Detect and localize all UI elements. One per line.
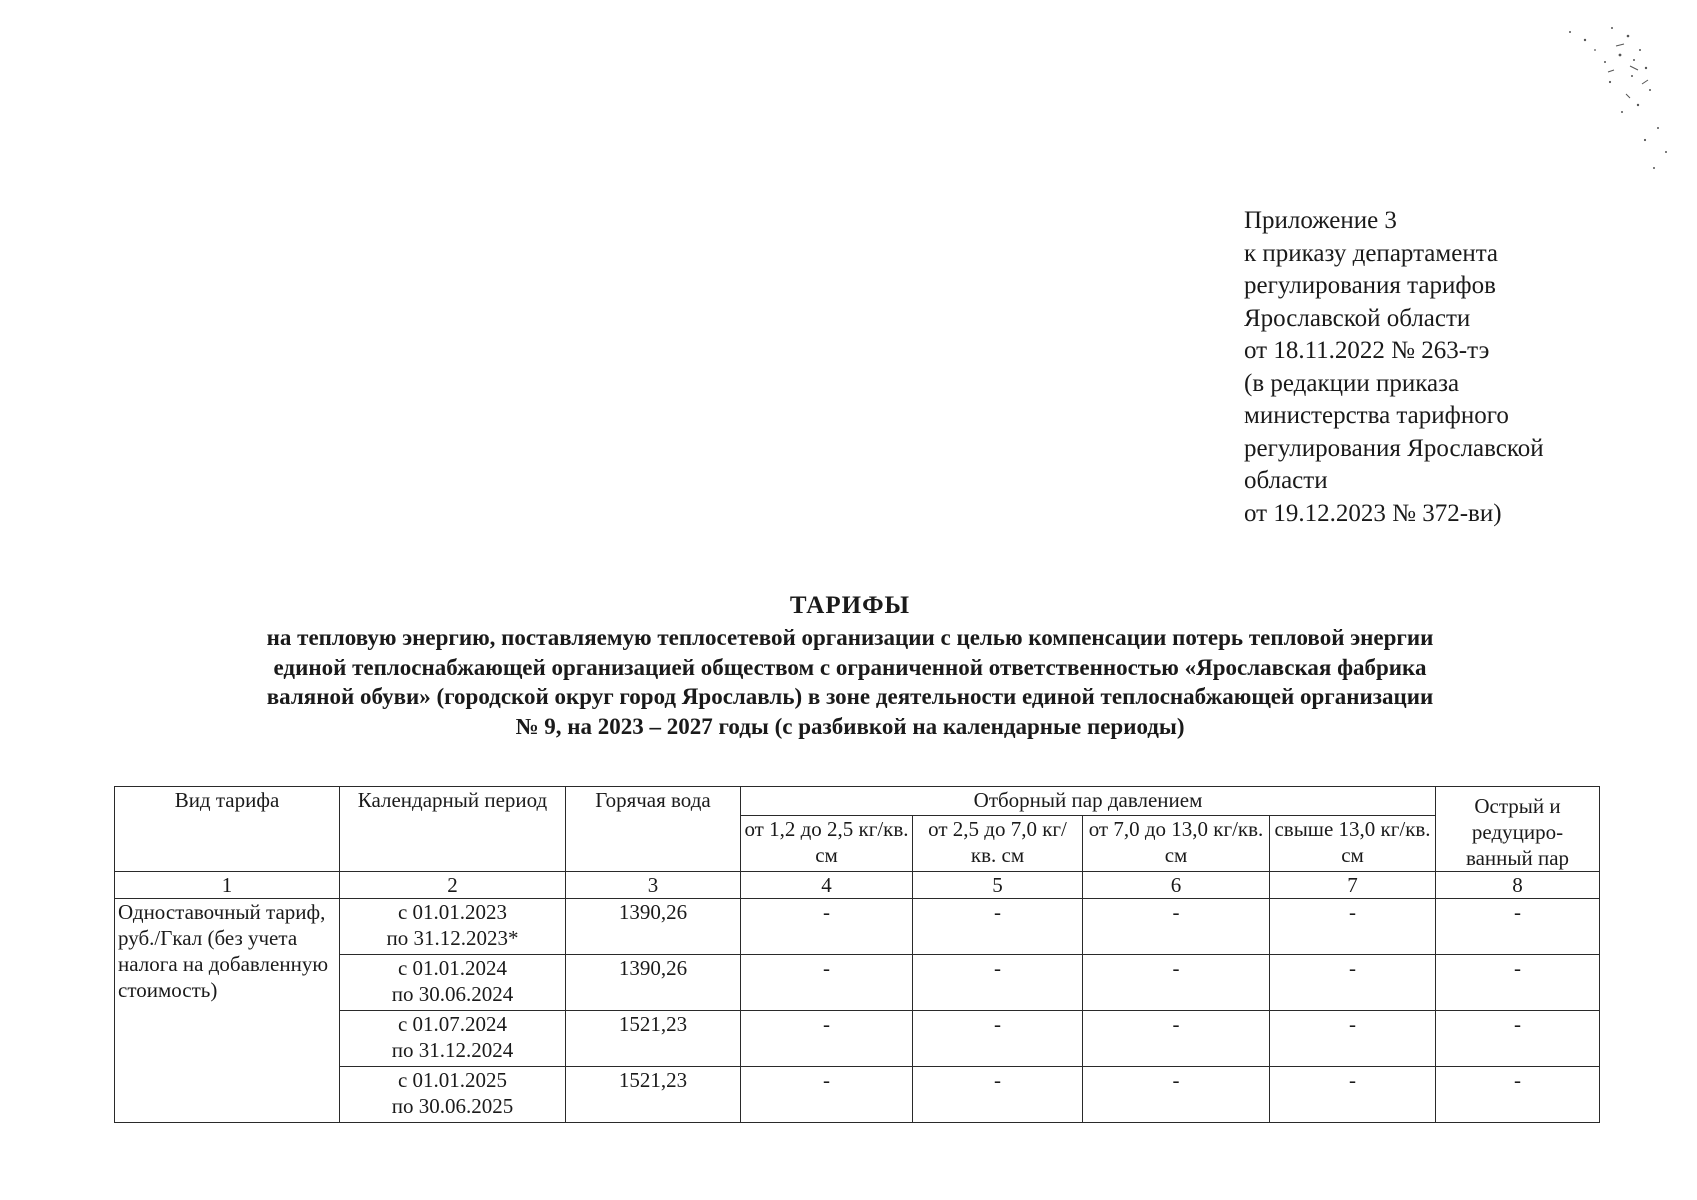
column-number: 8 — [1436, 872, 1600, 899]
header-steam-4: свыше 13,0 кг/кв. см — [1270, 815, 1436, 871]
appendix-line: от 19.12.2023 № 372-ви) — [1244, 499, 1502, 527]
appendix-line: от 18.11.2022 № 263-тэ — [1244, 337, 1490, 364]
steam-3-cell: - — [1083, 1067, 1270, 1123]
table-row — [115, 899, 1600, 955]
period-cell — [340, 899, 566, 955]
period-to: по 31.12.2024 — [391, 1038, 514, 1062]
appendix-line: Ярославской области — [1244, 304, 1471, 332]
column-number: 1 — [115, 872, 340, 899]
period-from: с 01.01.2023 — [397, 900, 508, 924]
tariff-type-cell: Одноставочный тариф, руб./Гкал (без учета налога на добавленную стоимость) — [115, 899, 340, 1123]
steam-2-cell: - — [913, 1067, 1083, 1123]
steam-1-cell: - — [741, 1011, 913, 1067]
subtitle-line: единой теплоснабжающей организацией обществом с ограниченной ответственностью «Ярославская фабрика — [273, 654, 1427, 680]
header-steam-1: от 1,2 до 2,5 кг/кв. см — [741, 815, 913, 871]
header-steam-2: от 2,5 до 7,0 кг/ кв. см — [913, 815, 1083, 871]
subtitle-line: валяной обуви» (городской округ город Ярославль) в зоне деятельности единой теплоснабжающей организации — [266, 684, 1434, 709]
steam-4-cell: - — [1270, 899, 1436, 955]
column-number: 5 — [913, 872, 1083, 899]
appendix-line: (в редакции приказа — [1244, 369, 1460, 397]
column-number: 4 — [741, 872, 913, 899]
column-number: 2 — [340, 872, 566, 899]
period-cell — [340, 1011, 566, 1067]
period-cell — [340, 1067, 566, 1123]
header-steam-group: Отборный пар давлением — [741, 787, 1436, 816]
column-number: 3 — [566, 872, 741, 899]
steam-2-cell: - — [913, 899, 1083, 955]
appendix-line: области — [1244, 467, 1328, 494]
column-number: 7 — [1270, 872, 1436, 899]
header-tariff-type: Вид тарифа — [115, 787, 340, 872]
column-number: 6 — [1083, 872, 1270, 899]
appendix-line: Приложение 3 — [1244, 207, 1397, 234]
sharp-steam-cell: - — [1436, 1067, 1600, 1123]
period-from: с 01.01.2025 — [397, 1068, 508, 1092]
steam-3-cell: - — [1083, 899, 1270, 955]
header-hot-water: Горячая вода — [566, 787, 741, 872]
sharp-steam-cell: - — [1436, 955, 1600, 1011]
sharp-steam-cell: - — [1436, 899, 1600, 955]
steam-1-cell: - — [741, 1067, 913, 1123]
column-number-row — [115, 872, 1600, 899]
hot-water-cell: 1390,26 — [566, 955, 741, 1011]
subtitle-line: на тепловую энергию, поставляемую теплосетевой организации с целью компенсации потерь тепловой энергии — [266, 625, 1434, 650]
period-cell — [340, 955, 566, 1011]
table-header-row — [115, 787, 1600, 816]
title-main: ТАРИФЫ — [789, 592, 911, 619]
period-to: по 30.06.2025 — [391, 1094, 514, 1118]
steam-4-cell: - — [1270, 955, 1436, 1011]
appendix-reference — [1244, 205, 1604, 530]
period-to: по 30.06.2024 — [391, 982, 514, 1006]
sharp-steam-cell: - — [1436, 1011, 1600, 1067]
steam-4-cell: - — [1270, 1067, 1436, 1123]
appendix-line: регулирования тарифов — [1244, 272, 1496, 299]
document-title — [120, 591, 1580, 741]
steam-2-cell: - — [913, 955, 1083, 1011]
appendix-line: к приказу департамента — [1244, 239, 1499, 267]
header-sharp-steam: Острый и редуциро-ванный пар — [1436, 787, 1600, 872]
period-to: по 31.12.2023* — [386, 926, 519, 950]
steam-1-cell: - — [741, 955, 913, 1011]
appendix-line: регулирования Ярославской — [1244, 434, 1544, 462]
hot-water-cell: 1390,26 — [566, 899, 741, 955]
appendix-line: министерства тарифного — [1244, 402, 1509, 429]
scan-noise-marks — [1550, 10, 1680, 180]
subtitle-line: № 9, на 2023 – 2027 годы (с разбивкой на календарные периоды) — [515, 713, 1185, 739]
steam-4-cell: - — [1270, 1011, 1436, 1067]
tariffs-table — [114, 786, 1600, 1123]
steam-3-cell: - — [1083, 955, 1270, 1011]
header-steam-3: от 7,0 до 13,0 кг/кв. см — [1083, 815, 1270, 871]
header-period: Календарный период — [340, 787, 566, 872]
steam-3-cell: - — [1083, 1011, 1270, 1067]
period-from: с 01.07.2024 — [397, 1012, 508, 1036]
hot-water-cell: 1521,23 — [566, 1011, 741, 1067]
hot-water-cell: 1521,23 — [566, 1067, 741, 1123]
steam-2-cell: - — [913, 1011, 1083, 1067]
title-subtitle — [120, 623, 1580, 741]
period-from: с 01.01.2024 — [397, 956, 508, 980]
steam-1-cell: - — [741, 899, 913, 955]
